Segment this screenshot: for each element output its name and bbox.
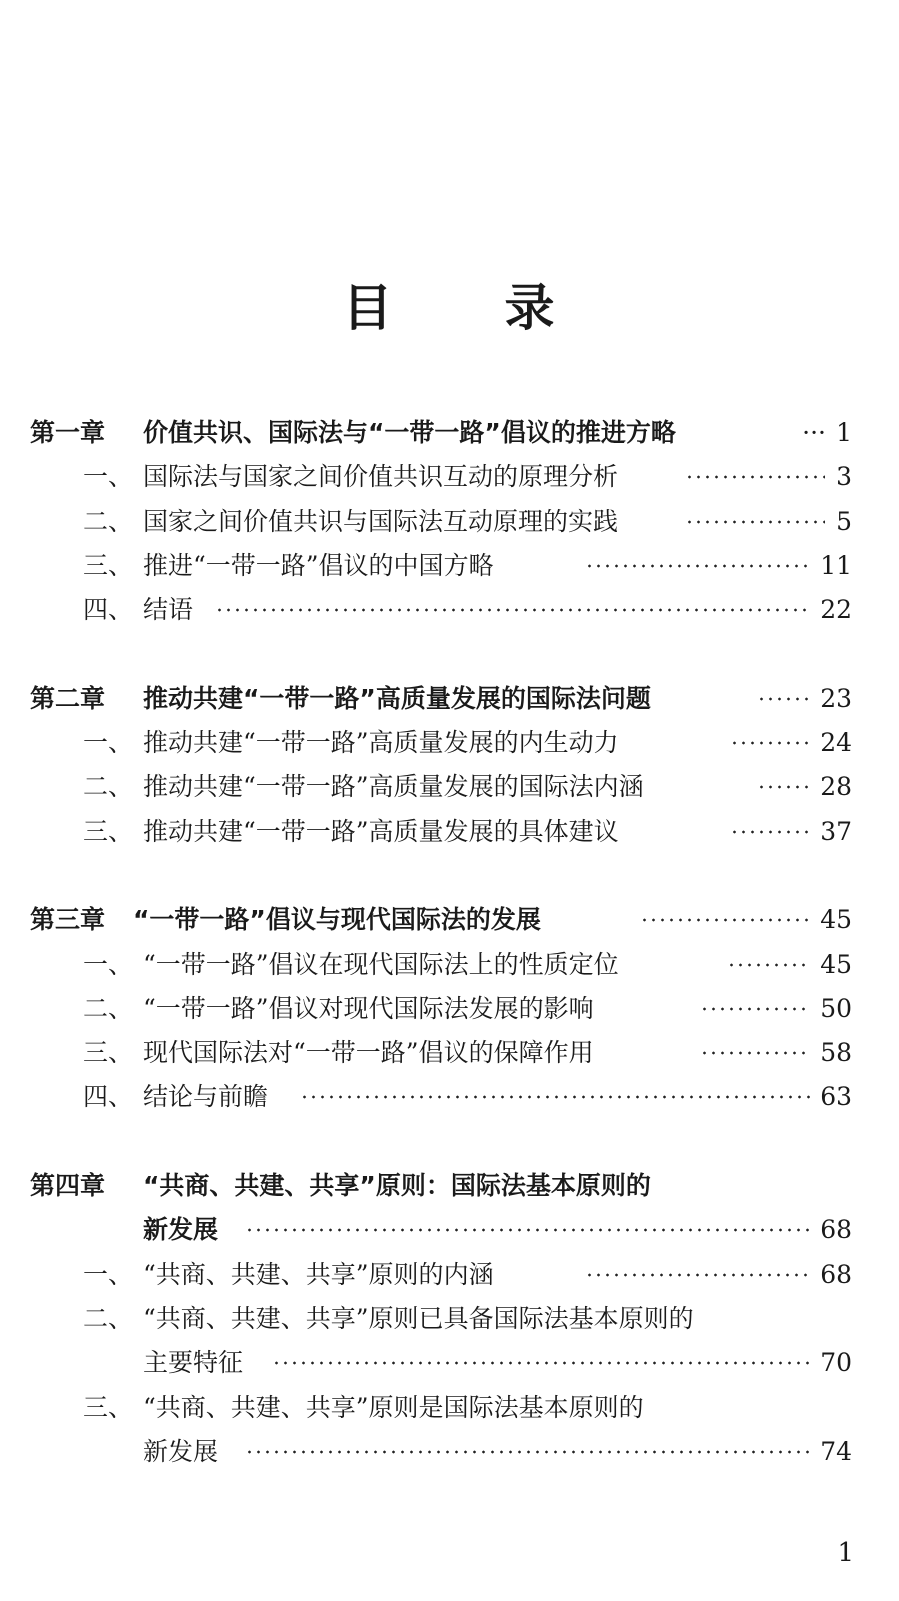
- leader-dots: [727, 945, 810, 985]
- leader-dots: [730, 723, 810, 763]
- page-number: 23: [820, 684, 852, 713]
- leader-dots: [300, 1077, 810, 1117]
- toc-section-4-3[interactable]: [0, 1388, 899, 1428]
- section-number: 四、: [83, 1082, 134, 1111]
- section-number: 一、: [83, 1260, 134, 1289]
- chapter-title: “一带一路”倡议与现代国际法的发展: [133, 905, 541, 934]
- page-number: 45: [820, 950, 852, 979]
- toc-chapter-1[interactable]: [0, 413, 899, 453]
- leader-dots: [757, 679, 812, 719]
- page-number: 22: [820, 595, 852, 624]
- page-number: 45: [820, 905, 852, 934]
- section-title-continued: 新发展: [143, 1437, 219, 1466]
- section-title: 结语: [143, 595, 194, 624]
- section-number: 二、: [83, 772, 134, 801]
- page-title: [0, 268, 899, 340]
- toc-section-2-3[interactable]: [0, 812, 899, 852]
- page-number: 68: [820, 1215, 852, 1244]
- section-title: “共商、共建、共享”原则的内涵: [143, 1260, 494, 1289]
- leader-dots: [585, 1255, 810, 1295]
- section-number: 一、: [83, 728, 134, 757]
- section-title: 推动共建“一带一路”高质量发展的具体建议: [143, 817, 619, 846]
- section-number: 三、: [83, 1393, 134, 1422]
- chapter-title: 价值共识、国际法与“一带一路”倡议的推进方略: [143, 418, 676, 447]
- section-number: 二、: [83, 994, 134, 1023]
- leader-dots: ···: [802, 418, 826, 447]
- chapter-title-continued: 新发展: [143, 1215, 219, 1244]
- chapter-number: 第四章: [30, 1171, 106, 1200]
- page-number: 11: [820, 551, 852, 580]
- leader-dots: [215, 590, 810, 630]
- toc-chapter-2[interactable]: [0, 679, 899, 719]
- page-number: 63: [820, 1082, 852, 1111]
- section-number: 三、: [83, 1038, 134, 1067]
- chapter-number: 第三章: [30, 905, 106, 934]
- page-number: 28: [820, 772, 852, 801]
- toc-section-1-4[interactable]: [0, 590, 899, 630]
- chapter-number: 第二章: [30, 684, 106, 713]
- toc-section-4-2[interactable]: [0, 1299, 899, 1339]
- section-title: “一带一路”倡议对现代国际法发展的影响: [143, 994, 594, 1023]
- chapter-number: 第一章: [30, 418, 106, 447]
- page-number: 68: [820, 1260, 852, 1289]
- section-title: 推动共建“一带一路”高质量发展的内生动力: [143, 728, 619, 757]
- section-number: 三、: [83, 551, 134, 580]
- leader-dots: [245, 1432, 810, 1472]
- chapter-title: 推动共建“一带一路”高质量发展的国际法问题: [143, 684, 651, 713]
- page-number: 3: [836, 462, 852, 491]
- page-number: 58: [820, 1038, 852, 1067]
- toc-chapter-4-cont[interactable]: [0, 1210, 899, 1250]
- toc-section-3-1[interactable]: [0, 945, 899, 985]
- leader-dots: [272, 1343, 810, 1383]
- toc-section-4-2-cont[interactable]: [0, 1343, 899, 1383]
- leader-dots: [730, 812, 810, 852]
- section-title-continued: 主要特征: [143, 1348, 244, 1377]
- toc-section-2-1[interactable]: [0, 723, 899, 763]
- page-number: 5: [836, 507, 852, 536]
- section-title: “共商、共建、共享”原则是国际法基本原则的: [143, 1393, 644, 1422]
- toc-section-1-1[interactable]: [0, 457, 899, 497]
- section-number: 一、: [83, 950, 134, 979]
- leader-dots: [700, 1033, 810, 1073]
- toc-section-1-3[interactable]: [0, 546, 899, 586]
- toc-section-4-1[interactable]: [0, 1255, 899, 1295]
- section-number: 二、: [83, 507, 134, 536]
- section-title: 现代国际法对“一带一路”倡议的保障作用: [143, 1038, 594, 1067]
- toc-section-3-2[interactable]: [0, 989, 899, 1029]
- toc-section-1-2[interactable]: [0, 502, 899, 542]
- folio-page-number: 1: [837, 1538, 854, 1568]
- leader-dots: [245, 1210, 810, 1250]
- toc-section-3-3[interactable]: [0, 1033, 899, 1073]
- section-title: 国家之间价值共识与国际法互动原理的实践: [143, 507, 619, 536]
- section-title: “共商、共建、共享”原则已具备国际法基本原则的: [143, 1304, 694, 1333]
- leader-dots: [640, 900, 812, 940]
- section-number: 四、: [83, 595, 134, 624]
- section-title: 结论与前瞻: [143, 1082, 269, 1111]
- page-number: 37: [820, 817, 852, 846]
- section-title: 国际法与国家之间价值共识互动的原理分析: [143, 462, 619, 491]
- leader-dots: [685, 502, 825, 542]
- toc-section-3-4[interactable]: [0, 1077, 899, 1117]
- section-number: 一、: [83, 462, 134, 491]
- leader-dots: [757, 767, 810, 807]
- chapter-title: “共商、共建、共享”原则：国际法基本原则的: [143, 1171, 651, 1200]
- section-number: 三、: [83, 817, 134, 846]
- leader-dots: [685, 457, 825, 497]
- section-title: “一带一路”倡议在现代国际法上的性质定位: [143, 950, 619, 979]
- section-title: 推进“一带一路”倡议的中国方略: [143, 551, 494, 580]
- page-number: 50: [820, 994, 852, 1023]
- page-title-char-2: 录: [504, 279, 557, 337]
- toc-chapter-4[interactable]: [0, 1166, 899, 1206]
- section-number: 二、: [83, 1304, 134, 1333]
- page-number: 24: [820, 728, 852, 757]
- toc-chapter-3[interactable]: [0, 900, 899, 940]
- page-title-char-1: 目: [342, 279, 395, 337]
- page-number: 70: [820, 1348, 852, 1377]
- leader-dots: [585, 546, 810, 586]
- leader-dots: [700, 989, 810, 1029]
- toc-section-4-3-cont[interactable]: [0, 1432, 899, 1472]
- toc-section-2-2[interactable]: [0, 767, 899, 807]
- page-number: 1: [836, 418, 852, 447]
- page-number: 74: [820, 1437, 852, 1466]
- section-title: 推动共建“一带一路”高质量发展的国际法内涵: [143, 772, 644, 801]
